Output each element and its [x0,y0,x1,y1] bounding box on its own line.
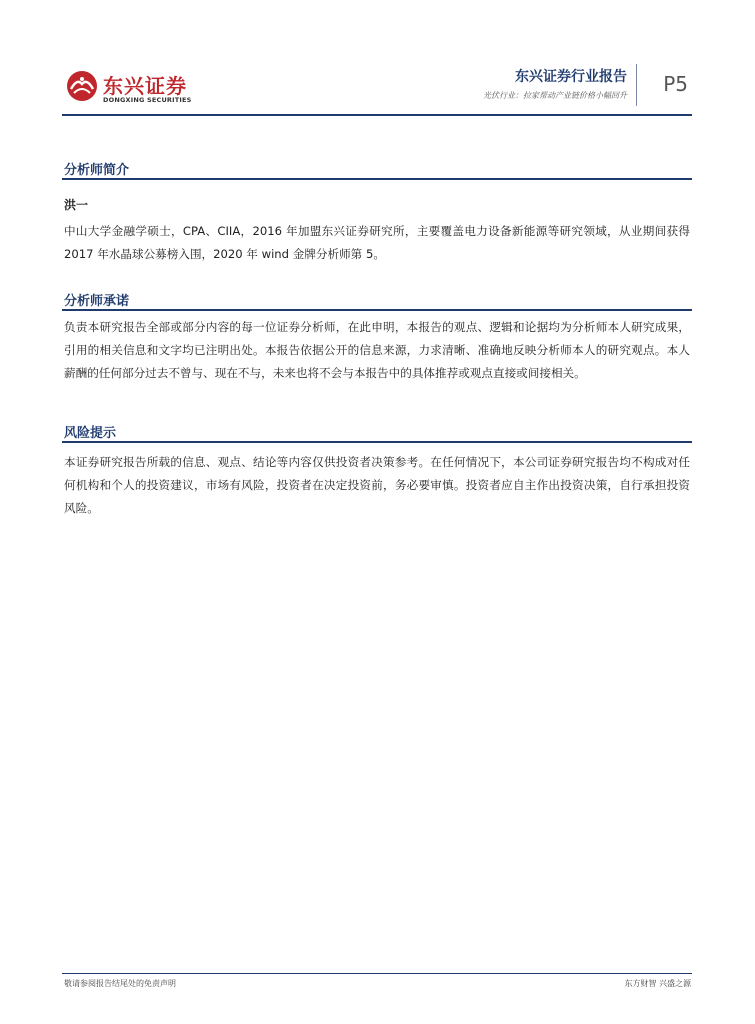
risk-notice-text: 本证券研究报告所载的信息、观点、结论等内容仅供投资者决策参考。在任何情况下，本公司证券研究报告均不构成对任何机构和个人的投资建议，市场有风险，投资者在决定投资前，务必要审慎。投资者应自主作出投资决策，自行承担投资风险。 [64,455,690,515]
section-title-analyst-commitment: 分析师承诺 [64,294,130,309]
analyst-commitment-text: 负责本研究报告全部或部分内容的每一位证券分析师，在此申明，本报告的观点、逻辑和论据均为分析师本人研究成果，引用的相关信息和文字均已注明出处。本报告依据公开的信息来源，力求清晰、准确地反映分析师本人的研究观点。本人薪酬的任何部分过去不曾与、现在不与，未来也将不会与本报告中的具体推荐或观点直接或间接相关。 [64,320,690,380]
section-rule [62,441,692,443]
section-rule [62,309,692,311]
section-rule [62,178,692,180]
logo-chinese-name: 东兴证券 [103,74,187,98]
footer-disclaimer-note: 敬请参阅报告结尾处的免责声明 [64,979,176,988]
analyst-bio: 中山大学金融学硕士，CPA、CIIA，2016 年加盟东兴证券研究所，主要覆盖电力设备新能源等研究领域，从业期间获得 2017 年水晶球公募榜入围，2020 年 wind 金牌分析师第 5。 [64,224,690,261]
report-subtitle: 光伏行业：拉家帮动产业链价格小幅回升 [483,91,627,100]
header-divider [636,64,637,106]
header-rule [62,114,692,116]
report-title: 东兴证券行业报告 [515,69,627,85]
page-header [62,60,692,116]
footer-rule [62,973,692,974]
footer-slogan: 东方财智 兴盛之源 [624,979,691,988]
logo-english-name: DONGXING SECURITIES [103,96,192,104]
company-logo [66,68,196,108]
analyst-name: 洪一 [64,198,89,212]
section-title-analyst-intro: 分析师简介 [64,163,130,178]
dongxing-logo-icon [66,70,98,102]
section-title-risk-notice: 风险提示 [64,426,117,441]
page-number: P5 [663,72,688,96]
